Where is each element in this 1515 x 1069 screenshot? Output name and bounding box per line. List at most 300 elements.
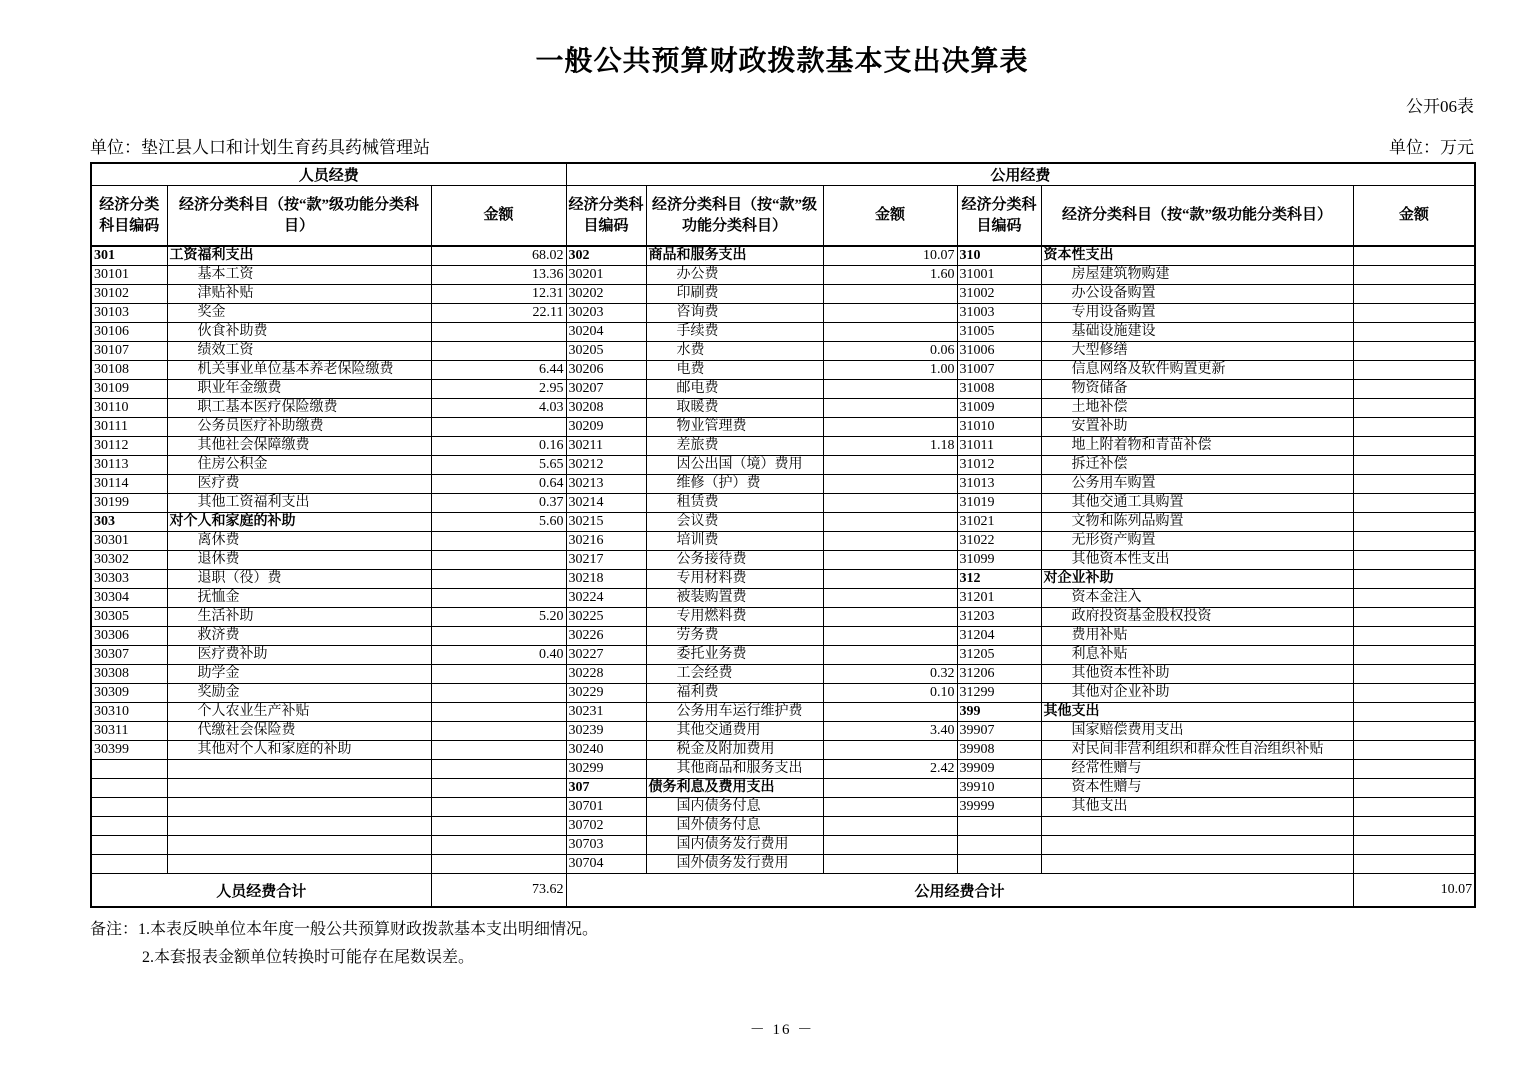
- subject-cell: 资本性赠与: [1041, 779, 1353, 798]
- table-row: [91, 246, 1475, 266]
- table-row: [91, 494, 1475, 513]
- amount-cell: [431, 532, 566, 551]
- subject-cell: 拆迁补偿: [1041, 456, 1353, 475]
- amount-cell: [1353, 494, 1475, 513]
- code-cell: 30703: [566, 836, 646, 855]
- personnel-total-value: 73.62: [431, 874, 566, 908]
- code-cell: 31205: [957, 646, 1041, 665]
- amount-cell: [431, 627, 566, 646]
- amount-cell: 12.31: [431, 285, 566, 304]
- subject-cell: 办公费: [646, 266, 823, 285]
- amount-cell: [823, 304, 957, 323]
- code-cell: 30304: [91, 589, 167, 608]
- code-cell: 30308: [91, 665, 167, 684]
- table-row: [91, 380, 1475, 399]
- subject-cell: 大型修缮: [1041, 342, 1353, 361]
- code-cell: 39907: [957, 722, 1041, 741]
- subject-cell: 税金及附加费用: [646, 741, 823, 760]
- subject-cell: 资本性支出: [1041, 246, 1353, 266]
- code-cell: 31002: [957, 285, 1041, 304]
- amount-cell: 0.32: [823, 665, 957, 684]
- amount-cell: [1353, 551, 1475, 570]
- code-cell: [957, 836, 1041, 855]
- subject-cell: [167, 760, 431, 779]
- group-header-public: 公用经费: [566, 163, 1475, 186]
- subject-cell: 费用补贴: [1041, 627, 1353, 646]
- table-row: [91, 779, 1475, 798]
- subject-cell: 其他交通工具购置: [1041, 494, 1353, 513]
- amount-cell: [431, 342, 566, 361]
- amount-cell: 0.06: [823, 342, 957, 361]
- code-cell: 30309: [91, 684, 167, 703]
- amount-cell: [1353, 779, 1475, 798]
- subject-cell: 其他支出: [1041, 798, 1353, 817]
- code-cell: 307: [566, 779, 646, 798]
- table-row: [91, 665, 1475, 684]
- code-cell: 30305: [91, 608, 167, 627]
- page-number: － 16 －: [749, 1022, 815, 1038]
- subject-cell: 代缴社会保险费: [167, 722, 431, 741]
- subject-cell: 抚恤金: [167, 589, 431, 608]
- code-cell: 30108: [91, 361, 167, 380]
- subject-cell: 邮电费: [646, 380, 823, 399]
- subject-cell: 经常性赠与: [1041, 760, 1353, 779]
- column-header-amount: 金额: [1353, 186, 1475, 247]
- code-cell: 30299: [566, 760, 646, 779]
- amount-cell: [431, 741, 566, 760]
- amount-cell: [1353, 342, 1475, 361]
- code-cell: 301: [91, 246, 167, 266]
- code-cell: 30201: [566, 266, 646, 285]
- subject-cell: 电费: [646, 361, 823, 380]
- amount-cell: [1353, 722, 1475, 741]
- subject-cell: 债务利息及费用支出: [646, 779, 823, 798]
- amount-cell: 13.36: [431, 266, 566, 285]
- code-cell: 30206: [566, 361, 646, 380]
- table-row: [91, 741, 1475, 760]
- totals-row: [91, 874, 1475, 908]
- amount-cell: [823, 475, 957, 494]
- amount-cell: [1353, 380, 1475, 399]
- table-row: [91, 855, 1475, 874]
- table-row: [91, 608, 1475, 627]
- code-cell: 30103: [91, 304, 167, 323]
- subject-cell: 差旅费: [646, 437, 823, 456]
- amount-cell: [1353, 437, 1475, 456]
- code-cell: 31008: [957, 380, 1041, 399]
- amount-cell: [823, 494, 957, 513]
- table-row: [91, 589, 1475, 608]
- amount-cell: [1353, 589, 1475, 608]
- amount-cell: 1.00: [823, 361, 957, 380]
- code-cell: 30109: [91, 380, 167, 399]
- subject-cell: 政府投资基金股权投资: [1041, 608, 1353, 627]
- code-cell: 30217: [566, 551, 646, 570]
- code-cell: 30225: [566, 608, 646, 627]
- column-header-row: [91, 186, 1475, 247]
- amount-cell: 0.16: [431, 437, 566, 456]
- code-cell: 310: [957, 246, 1041, 266]
- amount-cell: 6.44: [431, 361, 566, 380]
- unit-name-label: 单位：垫江县人口和计划生育药具药械管理站: [90, 138, 430, 157]
- code-cell: [957, 817, 1041, 836]
- amount-cell: [823, 608, 957, 627]
- amount-cell: [823, 570, 957, 589]
- amount-cell: [1353, 266, 1475, 285]
- subject-cell: 助学金: [167, 665, 431, 684]
- column-header-code: 经济分类科目编码: [91, 186, 167, 247]
- amount-cell: [1353, 456, 1475, 475]
- amount-cell: [431, 684, 566, 703]
- subject-cell: [167, 817, 431, 836]
- subject-cell: 其他资本性补助: [1041, 665, 1353, 684]
- amount-cell: [823, 456, 957, 475]
- subject-cell: 培训费: [646, 532, 823, 551]
- amount-cell: [823, 855, 957, 874]
- subject-cell: 物资储备: [1041, 380, 1353, 399]
- amount-cell: 10.07: [823, 246, 957, 266]
- note-line: 备注：1.本表反映单位本年度一般公共预算财政拨款基本支出明细情况。: [90, 921, 599, 938]
- code-cell: 30209: [566, 418, 646, 437]
- column-header-subject: 经济分类科目（按“款”级功能分类科目）: [646, 186, 823, 247]
- code-cell: 30311: [91, 722, 167, 741]
- amount-cell: [1353, 760, 1475, 779]
- subject-cell: 国家赔偿费用支出: [1041, 722, 1353, 741]
- subject-cell: 信息网络及软件购置更新: [1041, 361, 1353, 380]
- subject-cell: 其他资本性支出: [1041, 551, 1353, 570]
- amount-cell: [431, 551, 566, 570]
- subject-cell: 会议费: [646, 513, 823, 532]
- amount-cell: [431, 703, 566, 722]
- code-cell: 31006: [957, 342, 1041, 361]
- code-cell: 30212: [566, 456, 646, 475]
- amount-cell: [1353, 665, 1475, 684]
- subject-cell: 办公设备购置: [1041, 285, 1353, 304]
- code-cell: 31013: [957, 475, 1041, 494]
- amount-cell: [1353, 855, 1475, 874]
- code-cell: 303: [91, 513, 167, 532]
- amount-cell: [1353, 798, 1475, 817]
- subject-cell: 救济费: [167, 627, 431, 646]
- code-cell: 30226: [566, 627, 646, 646]
- amount-cell: [823, 589, 957, 608]
- amount-cell: [1353, 836, 1475, 855]
- group-header-row: [91, 163, 1475, 186]
- amount-cell: [823, 836, 957, 855]
- code-cell: 30112: [91, 437, 167, 456]
- amount-cell: [1353, 646, 1475, 665]
- subject-cell: 文物和陈列品购置: [1041, 513, 1353, 532]
- code-cell: 30301: [91, 532, 167, 551]
- subject-cell: 因公出国（境）费用: [646, 456, 823, 475]
- subject-cell: 离休费: [167, 532, 431, 551]
- code-cell: 31099: [957, 551, 1041, 570]
- table-row: [91, 475, 1475, 494]
- table-row: [91, 304, 1475, 323]
- code-cell: [91, 779, 167, 798]
- amount-cell: 0.37: [431, 494, 566, 513]
- code-cell: 30213: [566, 475, 646, 494]
- amount-cell: 3.40: [823, 722, 957, 741]
- code-cell: 31201: [957, 589, 1041, 608]
- code-cell: 31009: [957, 399, 1041, 418]
- code-cell: 39909: [957, 760, 1041, 779]
- table-row: [91, 836, 1475, 855]
- public-total-value: 10.07: [1353, 874, 1475, 908]
- amount-cell: 2.95: [431, 380, 566, 399]
- subject-cell: [167, 779, 431, 798]
- code-cell: [91, 836, 167, 855]
- subject-cell: 基础设施建设: [1041, 323, 1353, 342]
- subject-cell: 劳务费: [646, 627, 823, 646]
- table-row: [91, 817, 1475, 836]
- amount-cell: 1.60: [823, 266, 957, 285]
- code-cell: 30208: [566, 399, 646, 418]
- amount-cell: 0.10: [823, 684, 957, 703]
- subject-cell: 医疗费补助: [167, 646, 431, 665]
- amount-cell: 1.18: [823, 437, 957, 456]
- subject-cell: 专用燃料费: [646, 608, 823, 627]
- amount-cell: [823, 513, 957, 532]
- code-cell: 30102: [91, 285, 167, 304]
- subject-cell: 印刷费: [646, 285, 823, 304]
- subject-cell: 职工基本医疗保险缴费: [167, 399, 431, 418]
- subject-cell: 土地补偿: [1041, 399, 1353, 418]
- table-row: [91, 551, 1475, 570]
- unit-row: [90, 133, 1474, 158]
- subject-cell: 机关事业单位基本养老保险缴费: [167, 361, 431, 380]
- code-cell: 30214: [566, 494, 646, 513]
- subject-cell: 基本工资: [167, 266, 431, 285]
- amount-cell: [823, 703, 957, 722]
- code-cell: 31007: [957, 361, 1041, 380]
- amount-cell: [431, 760, 566, 779]
- subject-cell: 国外债务发行费用: [646, 855, 823, 874]
- subject-cell: 福利费: [646, 684, 823, 703]
- amount-cell: [823, 380, 957, 399]
- column-header-code: 经济分类科目编码: [957, 186, 1041, 247]
- code-cell: 30302: [91, 551, 167, 570]
- subject-cell: 物业管理费: [646, 418, 823, 437]
- code-cell: 312: [957, 570, 1041, 589]
- subject-cell: 其他对个人和家庭的补助: [167, 741, 431, 760]
- subject-cell: 奖励金: [167, 684, 431, 703]
- subject-cell: 利息补贴: [1041, 646, 1353, 665]
- code-cell: 30114: [91, 475, 167, 494]
- subject-cell: 资本金注入: [1041, 589, 1353, 608]
- subject-cell: 其他工资福利支出: [167, 494, 431, 513]
- subject-cell: 公务员医疗补助缴费: [167, 418, 431, 437]
- amount-cell: [823, 399, 957, 418]
- subject-cell: 其他商品和服务支出: [646, 760, 823, 779]
- subject-cell: [1041, 817, 1353, 836]
- code-cell: 30203: [566, 304, 646, 323]
- amount-cell: 0.40: [431, 646, 566, 665]
- code-cell: 31021: [957, 513, 1041, 532]
- subject-cell: 商品和服务支出: [646, 246, 823, 266]
- code-cell: 31012: [957, 456, 1041, 475]
- code-cell: [91, 855, 167, 874]
- code-cell: 30205: [566, 342, 646, 361]
- subject-cell: 奖金: [167, 304, 431, 323]
- code-cell: 31022: [957, 532, 1041, 551]
- code-cell: [957, 855, 1041, 874]
- subject-cell: 咨询费: [646, 304, 823, 323]
- code-cell: 30228: [566, 665, 646, 684]
- code-cell: [91, 798, 167, 817]
- code-cell: 30229: [566, 684, 646, 703]
- code-cell: 30215: [566, 513, 646, 532]
- amount-cell: [823, 551, 957, 570]
- amount-cell: [1353, 513, 1475, 532]
- subject-cell: 国外债务付息: [646, 817, 823, 836]
- subject-cell: 工资福利支出: [167, 246, 431, 266]
- table-row: [91, 646, 1475, 665]
- code-cell: 31003: [957, 304, 1041, 323]
- subject-cell: 其他交通费用: [646, 722, 823, 741]
- amount-cell: [1353, 399, 1475, 418]
- code-cell: 31203: [957, 608, 1041, 627]
- expenditure-table: [90, 162, 1476, 908]
- amount-cell: 2.42: [823, 760, 957, 779]
- code-cell: 30204: [566, 323, 646, 342]
- subject-cell: 其他支出: [1041, 703, 1353, 722]
- subject-cell: 公务用车运行维护费: [646, 703, 823, 722]
- code-cell: 30101: [91, 266, 167, 285]
- code-cell: 31299: [957, 684, 1041, 703]
- subject-cell: 生活补助: [167, 608, 431, 627]
- amount-cell: [1353, 246, 1475, 266]
- subject-cell: 公务用车购置: [1041, 475, 1353, 494]
- code-cell: 30227: [566, 646, 646, 665]
- amount-cell: [431, 323, 566, 342]
- code-cell: 30207: [566, 380, 646, 399]
- unit-currency-label: 单位：万元: [1389, 138, 1474, 157]
- amount-cell: [823, 418, 957, 437]
- table-row: [91, 703, 1475, 722]
- amount-cell: 0.64: [431, 475, 566, 494]
- table-row: [91, 456, 1475, 475]
- amount-cell: [1353, 418, 1475, 437]
- amount-cell: [1353, 475, 1475, 494]
- code-cell: 31005: [957, 323, 1041, 342]
- subject-cell: 被装购置费: [646, 589, 823, 608]
- amount-cell: [823, 646, 957, 665]
- code-cell: 30224: [566, 589, 646, 608]
- code-cell: 30303: [91, 570, 167, 589]
- amount-cell: [1353, 323, 1475, 342]
- amount-cell: [823, 798, 957, 817]
- subject-cell: 取暖费: [646, 399, 823, 418]
- code-cell: 31204: [957, 627, 1041, 646]
- column-header-code: 经济分类科目编码: [566, 186, 646, 247]
- table-row: [91, 266, 1475, 285]
- table-row: [91, 285, 1475, 304]
- subject-cell: 住房公积金: [167, 456, 431, 475]
- amount-cell: [1353, 608, 1475, 627]
- table-row: [91, 323, 1475, 342]
- code-cell: 30310: [91, 703, 167, 722]
- subject-cell: 水费: [646, 342, 823, 361]
- code-cell: 302: [566, 246, 646, 266]
- subject-cell: 其他社会保障缴费: [167, 437, 431, 456]
- subject-cell: 国内债务付息: [646, 798, 823, 817]
- code-cell: 39999: [957, 798, 1041, 817]
- subject-cell: 国内债务发行费用: [646, 836, 823, 855]
- code-cell: 30216: [566, 532, 646, 551]
- column-header-amount: 金额: [823, 186, 957, 247]
- code-cell: 30306: [91, 627, 167, 646]
- code-cell: 30240: [566, 741, 646, 760]
- code-cell: 30239: [566, 722, 646, 741]
- subject-cell: 委托业务费: [646, 646, 823, 665]
- subject-cell: 对企业补助: [1041, 570, 1353, 589]
- amount-cell: 5.65: [431, 456, 566, 475]
- amount-cell: [431, 589, 566, 608]
- amount-cell: [431, 722, 566, 741]
- amount-cell: [1353, 627, 1475, 646]
- amount-cell: [823, 817, 957, 836]
- amount-cell: 4.03: [431, 399, 566, 418]
- code-cell: 30111: [91, 418, 167, 437]
- doc-number-label: 公开06表: [1406, 97, 1474, 116]
- code-cell: 30202: [566, 285, 646, 304]
- subject-cell: [1041, 855, 1353, 874]
- amount-cell: [1353, 304, 1475, 323]
- amount-cell: [823, 532, 957, 551]
- subject-cell: 津贴补贴: [167, 285, 431, 304]
- subject-cell: 地上附着物和青苗补偿: [1041, 437, 1353, 456]
- subject-cell: 房屋建筑物购建: [1041, 266, 1353, 285]
- amount-cell: [1353, 285, 1475, 304]
- table-row: [91, 418, 1475, 437]
- subject-cell: 公务接待费: [646, 551, 823, 570]
- amount-cell: [823, 323, 957, 342]
- amount-cell: 5.60: [431, 513, 566, 532]
- amount-cell: [1353, 817, 1475, 836]
- notes: [90, 916, 1474, 972]
- code-cell: 30701: [566, 798, 646, 817]
- amount-cell: [431, 836, 566, 855]
- code-cell: 30113: [91, 456, 167, 475]
- subject-cell: 绩效工资: [167, 342, 431, 361]
- amount-cell: [431, 418, 566, 437]
- amount-cell: [823, 285, 957, 304]
- amount-cell: 68.02: [431, 246, 566, 266]
- subject-cell: 退职（役）费: [167, 570, 431, 589]
- subject-cell: [1041, 836, 1353, 855]
- subject-cell: 专用材料费: [646, 570, 823, 589]
- table-row: [91, 361, 1475, 380]
- code-cell: 30399: [91, 741, 167, 760]
- amount-cell: 5.20: [431, 608, 566, 627]
- amount-cell: [431, 855, 566, 874]
- subject-cell: 对个人和家庭的补助: [167, 513, 431, 532]
- amount-cell: [1353, 703, 1475, 722]
- table-row: [91, 684, 1475, 703]
- amount-cell: [431, 665, 566, 684]
- code-cell: 30199: [91, 494, 167, 513]
- group-header-personnel: 人员经费: [91, 163, 566, 186]
- amount-cell: [823, 779, 957, 798]
- code-cell: 39908: [957, 741, 1041, 760]
- subject-cell: [167, 855, 431, 874]
- code-cell: 30307: [91, 646, 167, 665]
- code-cell: 30106: [91, 323, 167, 342]
- amount-cell: [1353, 741, 1475, 760]
- amount-cell: [431, 817, 566, 836]
- code-cell: [91, 760, 167, 779]
